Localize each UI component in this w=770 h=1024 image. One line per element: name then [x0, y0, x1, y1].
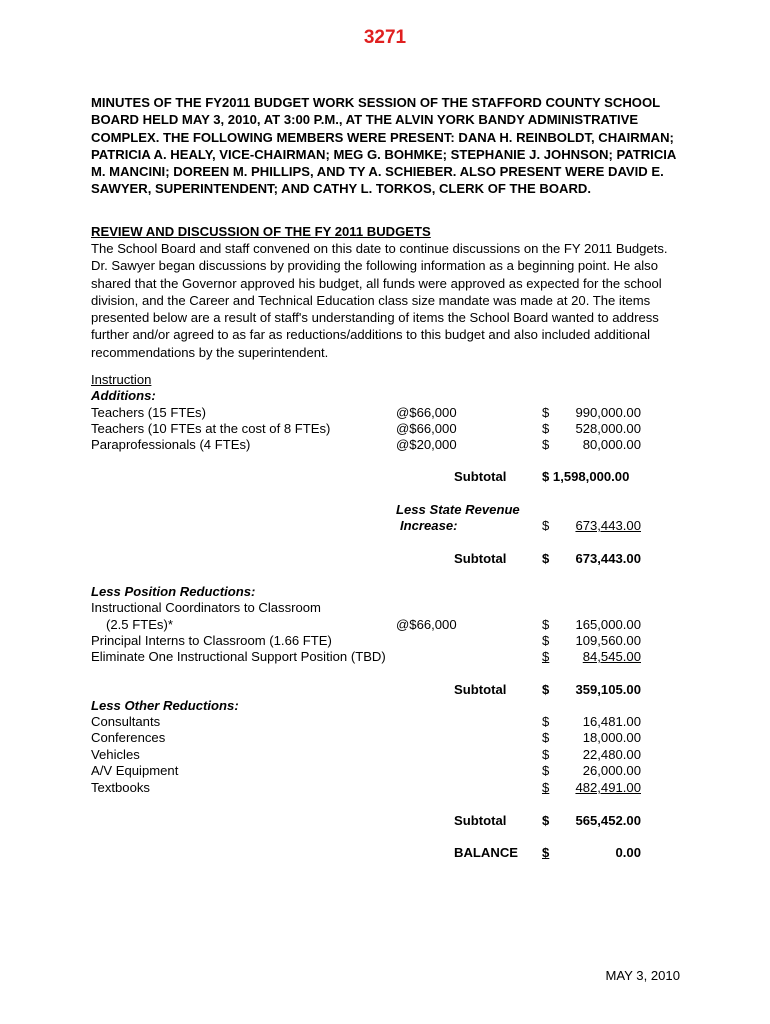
intro-paragraph: The School Board and staff convened on this date to continue discussions on the FY 2011 Budgets. Dr. Sawyer began discussions by providing the following information as a beginning point. He also shared that the Governor approved his budget, all funds were approved as expected for the school division, and the Career and Technical Education class size mandate was made at 20. The items presented below are a result of staff's understanding of items the School Board wanted to address further and/or agreed to as far as reductions/additions to this budget and also included additional recommendations by the superintendent. [91, 241, 668, 360]
other-reduction-item: Vehicles [91, 747, 140, 762]
subtotal-dollar: $ [542, 682, 550, 697]
addition-item: Teachers (15 FTEs) [91, 405, 206, 420]
position-dollar: $ [542, 633, 550, 648]
other-reduction-dollar: $ [542, 747, 550, 762]
state-revenue-label: Less State Revenue [396, 502, 520, 517]
minutes-header: MINUTES OF THE FY2011 BUDGET WORK SESSION OF THE STAFFORD COUNTY SCHOOL BOARD HELD MAY 3, 2010, AT 3:00 P.M., AT THE ALVIN YORK BANDY ADMINISTRATIVE COMPLEX. THE FOLLOWING MEMBERS WERE PRESENT: DANA H. REINBOLDT, CHAIRMAN; PATRICIA A. HEALY, VICE-CHAIRMAN; MEG G. BOHMKE; STEPHANIE J. JOHNSON; PATRICIA M. MANCINI; DOREEN M. PHILLIPS, AND TY A. SCHIEBER. ALSO PRESENT WERE DAVID E. SAWYER, SUPERINTENDENT; AND CATHY L. TORKOS, CLERK OF THE BOARD. [91, 95, 676, 197]
addition-amount: 528,000.00 [575, 421, 641, 436]
position-dollar: $ [542, 649, 550, 664]
subtotal-label: Subtotal [454, 469, 507, 484]
addition-amount: 990,000.00 [575, 405, 641, 420]
addition-item: Teachers (10 FTEs at the cost of 8 FTEs) [91, 421, 331, 436]
position-dollar: $ [542, 617, 550, 632]
subtotal-label: Subtotal [454, 551, 507, 566]
subtotal-state-revenue: 673,443.00 [575, 551, 641, 566]
other-reduction-amount: 22,480.00 [582, 747, 641, 762]
position-item-detail: (2.5 FTEs)* [106, 617, 173, 632]
other-reduction-dollar: $ [542, 763, 550, 778]
balance-label: BALANCE [454, 845, 519, 860]
balance-amount: 0.00 [615, 845, 641, 860]
addition-rate: @$66,000 [396, 421, 457, 436]
position-reductions-label: Less Position Reductions: [91, 584, 256, 599]
other-reduction-item: A/V Equipment [91, 763, 179, 778]
other-reduction-item: Consultants [91, 714, 161, 729]
subtotal-dollar: $ [542, 813, 550, 828]
addition-item: Paraprofessionals (4 FTEs) [91, 437, 251, 452]
other-reduction-amount: 482,491.00 [575, 780, 641, 795]
subtotal-additions: $ 1,598,000.00 [542, 469, 630, 484]
addition-amount: 80,000.00 [582, 437, 641, 452]
other-reduction-item: Textbooks [91, 780, 150, 795]
position-amount: 84,545.00 [582, 649, 641, 664]
addition-rate: @$66,000 [396, 405, 457, 420]
other-reduction-dollar: $ [542, 730, 550, 745]
other-reduction-amount: 26,000.00 [582, 763, 641, 778]
footer-date: MAY 3, 2010 [605, 968, 680, 983]
addition-rate: @$20,000 [396, 437, 457, 452]
addition-dollar: $ [542, 421, 550, 436]
subtotal-label: Subtotal [454, 682, 507, 697]
position-amount: 109,560.00 [575, 633, 641, 648]
addition-dollar: $ [542, 405, 550, 420]
state-revenue-amount: 673,443.00 [575, 518, 641, 533]
other-reduction-amount: 18,000.00 [582, 730, 641, 745]
state-revenue-dollar: $ [542, 518, 550, 533]
additions-label: Additions: [91, 388, 156, 403]
position-item: Principal Interns to Classroom (1.66 FTE) [91, 633, 332, 648]
balance-dollar: $ [542, 845, 550, 860]
page-number: 3271 [363, 27, 407, 48]
subtotal-dollar: $ [542, 551, 550, 566]
position-amount: 165,000.00 [575, 617, 641, 632]
subtotal-other-reductions: 565,452.00 [575, 813, 641, 828]
other-reduction-dollar: $ [542, 780, 550, 795]
state-revenue-label-2: Increase: [400, 518, 458, 533]
subtotal-position-reductions: 359,105.00 [575, 682, 641, 697]
balance-row [542, 845, 641, 861]
other-reductions-label: Less Other Reductions: [91, 698, 239, 713]
instruction-label: Instruction [91, 372, 152, 387]
other-reduction-amount: 16,481.00 [582, 714, 641, 729]
position-item: Instructional Coordinators to Classroom [91, 600, 321, 615]
other-reduction-dollar: $ [542, 714, 550, 729]
position-item: Eliminate One Instructional Support Position (TBD) [91, 649, 386, 664]
section-heading: REVIEW AND DISCUSSION OF THE FY 2011 BUDGETS [91, 224, 431, 239]
subtotal-label: Subtotal [454, 813, 507, 828]
position-rate: @$66,000 [396, 617, 457, 632]
addition-dollar: $ [542, 437, 550, 452]
other-reduction-item: Conferences [91, 730, 166, 745]
